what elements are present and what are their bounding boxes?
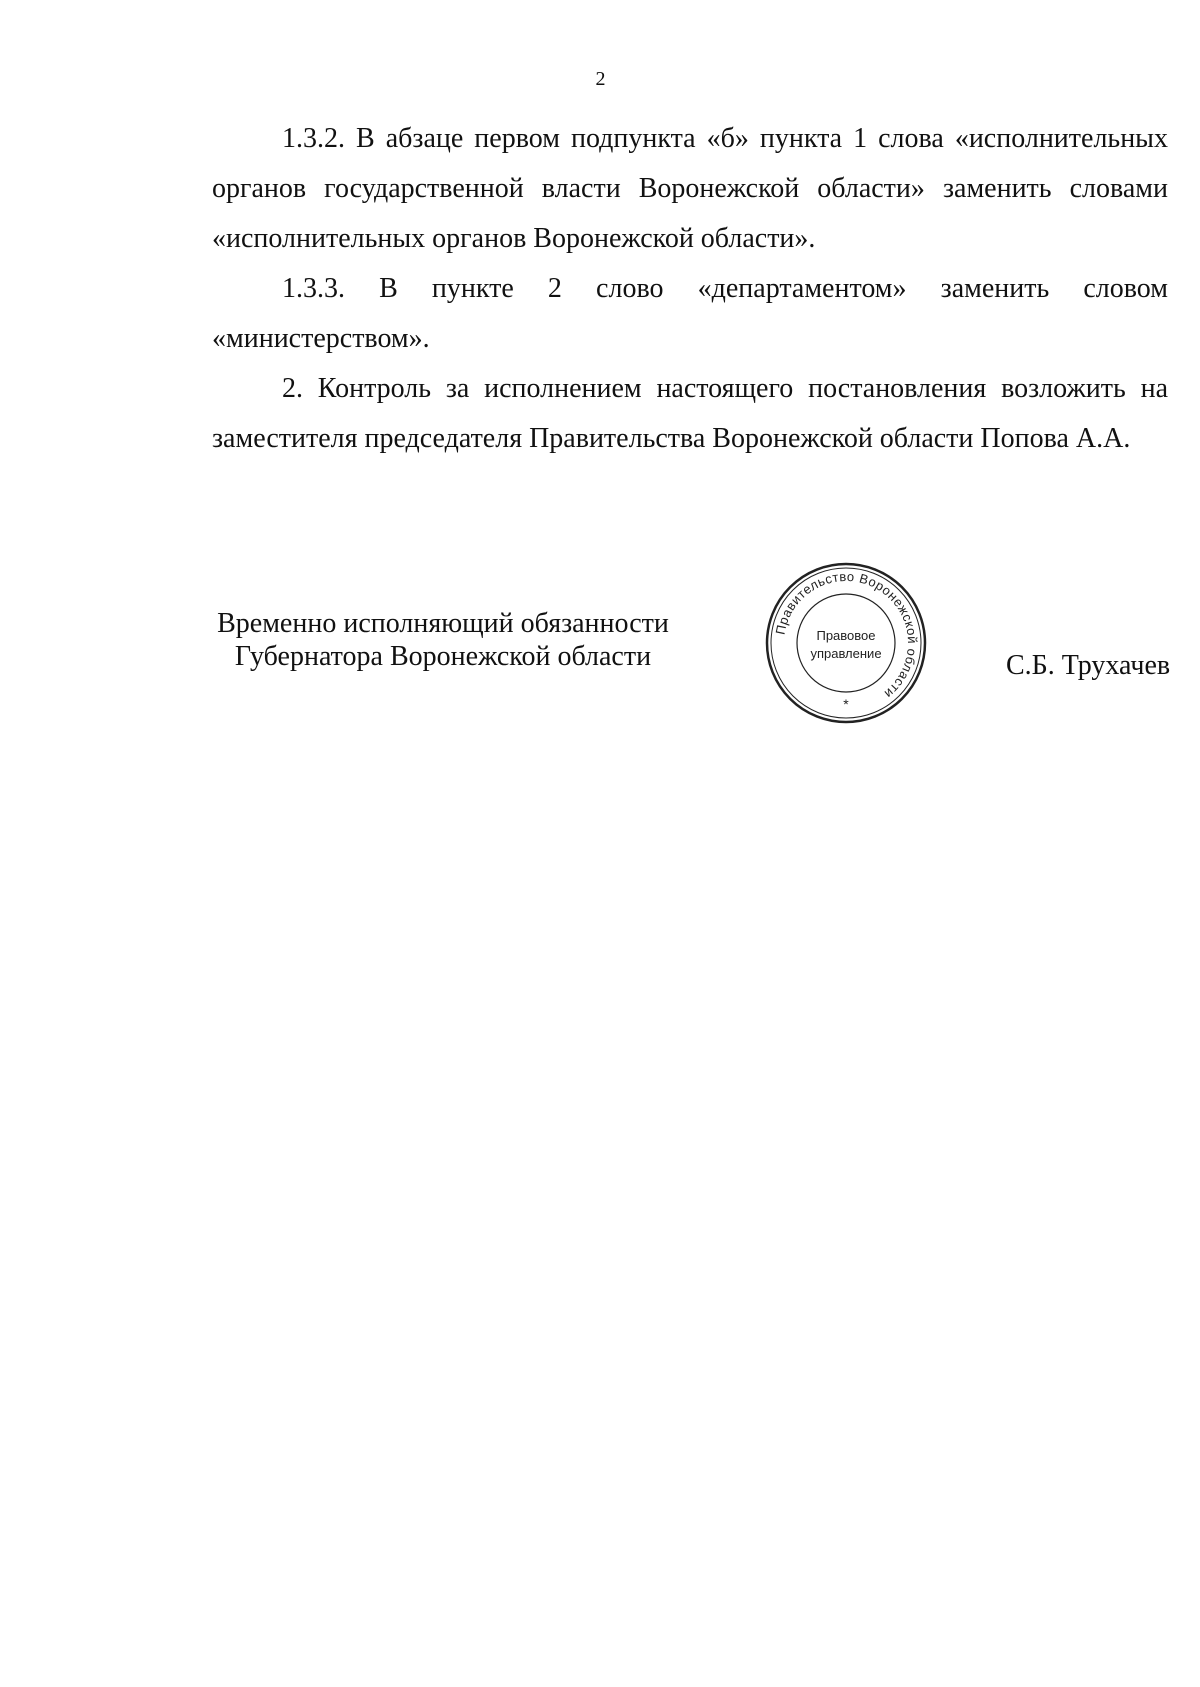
signatory-position-line-2: Губернатора Воронежской области [234, 641, 652, 672]
paragraph-2: 2. Контроль за исполнением настоящего постановления возложить на заместителя председателя Правительства Воронежской области Попова А.А. [212, 373, 1168, 454]
signatory-position [210, 607, 676, 673]
paragraph-1-3-3: 1.3.3. В пункте 2 слово «департаментом» заменить словом «министерством». [212, 273, 1168, 354]
stamp-inner-line-1: Правовое [816, 628, 876, 643]
official-stamp-icon [764, 561, 928, 725]
stamp-star: * [843, 696, 849, 712]
document-body [212, 114, 1168, 464]
page-number: 2 [595, 68, 606, 90]
stamp-inner-line-2: управление [810, 646, 882, 661]
paragraph-1-3-2: 1.3.2. В абзаце первом подпункта «б» пункта 1 слова «исполнительных органов государственной власти Воронежской области» заменить словами «исполнительных органов Воронежской области». [212, 123, 1168, 254]
signatory-position-line-1: Временно исполняющий обязанности [217, 608, 669, 639]
stamp-outer-text: Правительство Воронежской области [772, 568, 921, 702]
signatory-name: С.Б. Трухачев [1006, 650, 1171, 681]
